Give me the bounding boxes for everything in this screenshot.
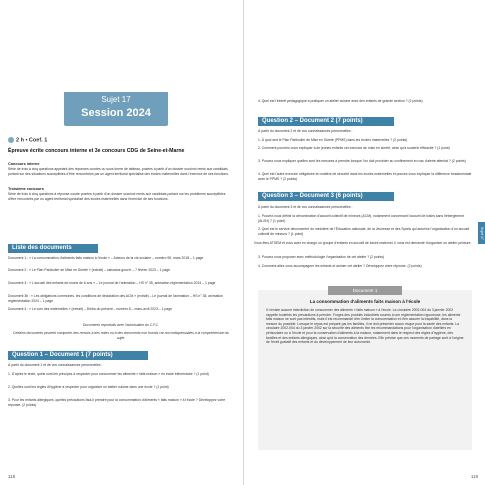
document-3b: Document 3b : « Les obligations communes, les conditions de déclaration des ACM » (extrait) – Le journal de l'animation – HS n° 35, animation réglementation 2024 – 1 page — [8, 294, 223, 303]
question-2-item-3: 3. Pouvez-vous expliquer quelles sont les mesures à prendre lorsque l'on doit procéder au confinement en cas d'alerte attentat ? (2 points) — [258, 159, 466, 163]
question-3-heading: Question 3 – Document 3 (6 points) — [258, 192, 394, 201]
question-2-item-2: 2. Comment pourriez-vous expliquer à de jeunes enfants cet exercice de mise en sûreté, ainsi qu'à soutenir efficacité ? (1 point) — [258, 146, 450, 150]
session-year: Session 2024 — [81, 107, 151, 119]
document-1-text: Il n'existe aucune interdiction de consommer des aliments « faits maison » à l'école. La circulaire 2002-004 du 3 janvier 2002 rappelle toutefois les précautions à prendre. Forges des produits industriels soumis à une réglementation rigoureuse, les aliments faits maison ne sont pas interdits, mais il est recommandé d'en limiter la consommation et d'en assurer la traçabilité, dans la mesure du possible. Lorsque le repas est préparé par les familles, il ne doit présenter aucun risque pour la santé des enfants. La circulaire 2002-004 du 3 janvier 2002 sur la sécurité des aliments fixe les recommandations pour l'organisation d'ateliers en périscolaire ou à l'école et pour la conservation d'aliments à la maison, notamment dans le respect des règles d'hygiène, des familles et des enfants allergiques, ainsi qu'à la conservation des denrées. Elle précise que ces moments de partage sont à l'origine de l'éveil gustatif des enfants et du développement de leur autonomie. — [266, 308, 464, 345]
internal-text: Série de trois à cinq questions appelant des réponses courtes ou sous forme de tableau, posées à partir d'un dossier succinct remis aux candidats portant sur des situations susceptibles d'être rencontrées par un agent territorial spécialisé des écoles maternelles dans l'exercice de ses fonctions. — [8, 167, 229, 176]
question-2-heading: Question 2 – Document 2 (7 points) — [258, 117, 394, 126]
document-1-box — [258, 290, 472, 450]
subject-number: Sujet 17 — [101, 95, 131, 104]
third-label: Troisième concours — [8, 187, 44, 191]
docs-note-2: Certains documents peuvent comporter des renvois à des notes ou à des documents non fournis car non indispensables à la compréhension du sujet. — [12, 331, 230, 340]
side-tab: Sujet 17 — [478, 222, 485, 244]
clock-icon — [8, 137, 14, 143]
page-number-left: 118 — [8, 474, 16, 479]
question-2-item-1: 1. À quoi sert le Plan Particulier de Mise en Sûreté (PPMS) dans les écoles maternelles ? (2 points) — [258, 138, 408, 142]
document-1-title: La consommation d'aliments faits maison à l'école — [309, 299, 421, 304]
third-text: Série de trois à cinq questions à réponse courte posées à partir d'un dossier succinct remis aux candidats portant sur les problèmes susceptibles d'être rencontrés par un agent territorial spécialisé des écoles maternelles dans l'exercice de ses fonctions. — [8, 192, 226, 201]
question-3-context: Vous êtes ATSEM et vous avez en charge un groupe d'enfants en accueil de loisirs maternel. Il vous est demandé d'organiser un atelier peinture. — [254, 241, 472, 245]
exam-title: Épreuve écrite concours interne et 3e concours CDG de Seine-et-Marne — [8, 148, 185, 154]
question-3-item-2: 2. Quel est le service déconcentré du ministère de l'Éducation nationale, de la Jeunesse et des Sports qui autorise l'organisation d'un accueil collectif de mineurs ? (1 point) — [258, 227, 470, 236]
document-1-tag: Document 1 — [328, 286, 402, 295]
question-2-intro: À partir du document 2 et de vos connaissances personnelles : — [258, 129, 353, 133]
question-3-intro: À partir du document 3 et de vos connaissances personnelles : — [258, 205, 353, 209]
docs-note-1: Documents reproduits avec l'autorisation du C.F.C. — [82, 323, 160, 327]
page-number-right: 119 — [470, 474, 478, 479]
subject-banner — [64, 92, 168, 126]
document-4: Document 4 : « Le coin des maternelles » (extrait) – Diéba du présent – numéro 8 – mars-avril 2023 – 1 page — [8, 307, 172, 311]
duration-coef: 2 h • Coef. 1 — [8, 137, 47, 143]
document-3: Document 3 : « L'accueil des enfants de moins de 6 ans » – Le journal de l'animation – HS n° 35, animation réglementation 2024 – 1 page — [8, 281, 216, 285]
question-1-item-3: 3. Pour les enfants allergiques, quelles précautions faut-il prendre pour la consommation d'aliments « faits maison » à l'école ? Développez votre réponse. (2 points) — [8, 398, 226, 407]
document-2: Document 2 : « Le Plan Particulier de Mise en Sûreté » (extrait) – calvados.gouv.fr – 7 février 2023 – 1 page — [8, 268, 171, 272]
right-page — [243, 0, 485, 485]
document-1: Document 1 : « La consommation d'aliments faits maison à l'école » – Acteurs de la vie scolaire – numéro 95, mars 2018 – 1 page — [8, 256, 204, 260]
question-3-item-1: 1. Pouvez-vous définir la dénomination d'accueil collectif de mineurs (ACM), notamment concernant l'accueil de loisirs sans hébergement (ALSH) ? (1 point) — [258, 214, 464, 223]
question-1-item-4: 4. Quel est l'intérêt pédagogique à pratiquer un atelier cuisine avec des enfants de grande section ? (2 points) — [258, 99, 423, 103]
question-1-item-1: 1. D'après le texte, quels sont les principes à respecter pour consommer les aliments « faits maison » en école élémentaire ? (1 point) — [8, 372, 209, 376]
question-3-item-3: 3. Pouvez-vous proposer avec méthodologie l'organisation de cet atelier ? (2 points) — [258, 255, 385, 259]
question-1-item-2: 2. Quelles sont les règles d'hygiène à respecter pour organiser un atelier cuisine dans une école ? (1 point) — [8, 385, 169, 389]
question-3-item-4: 4. Comment allez-vous accompagner les enfants et animer cet atelier ? Développez votre réponse. (2 points) — [258, 264, 422, 268]
question-2-item-4: 4. Quel est l'autre exercice obligatoire en matière de sécurité dans les écoles maternelles et pouvez-vous expliquer la différence fondamentale avec le PPMS ? (2 points) — [258, 172, 472, 181]
docs-heading: Liste des documents — [8, 244, 98, 253]
question-1-heading: Question 1 – Document 1 (7 points) — [8, 351, 148, 360]
question-1-intro: À partir du document 1 et de vos connaissances personnelles : — [8, 363, 103, 367]
internal-label: Concours interne — [8, 162, 40, 166]
left-page — [0, 0, 242, 485]
